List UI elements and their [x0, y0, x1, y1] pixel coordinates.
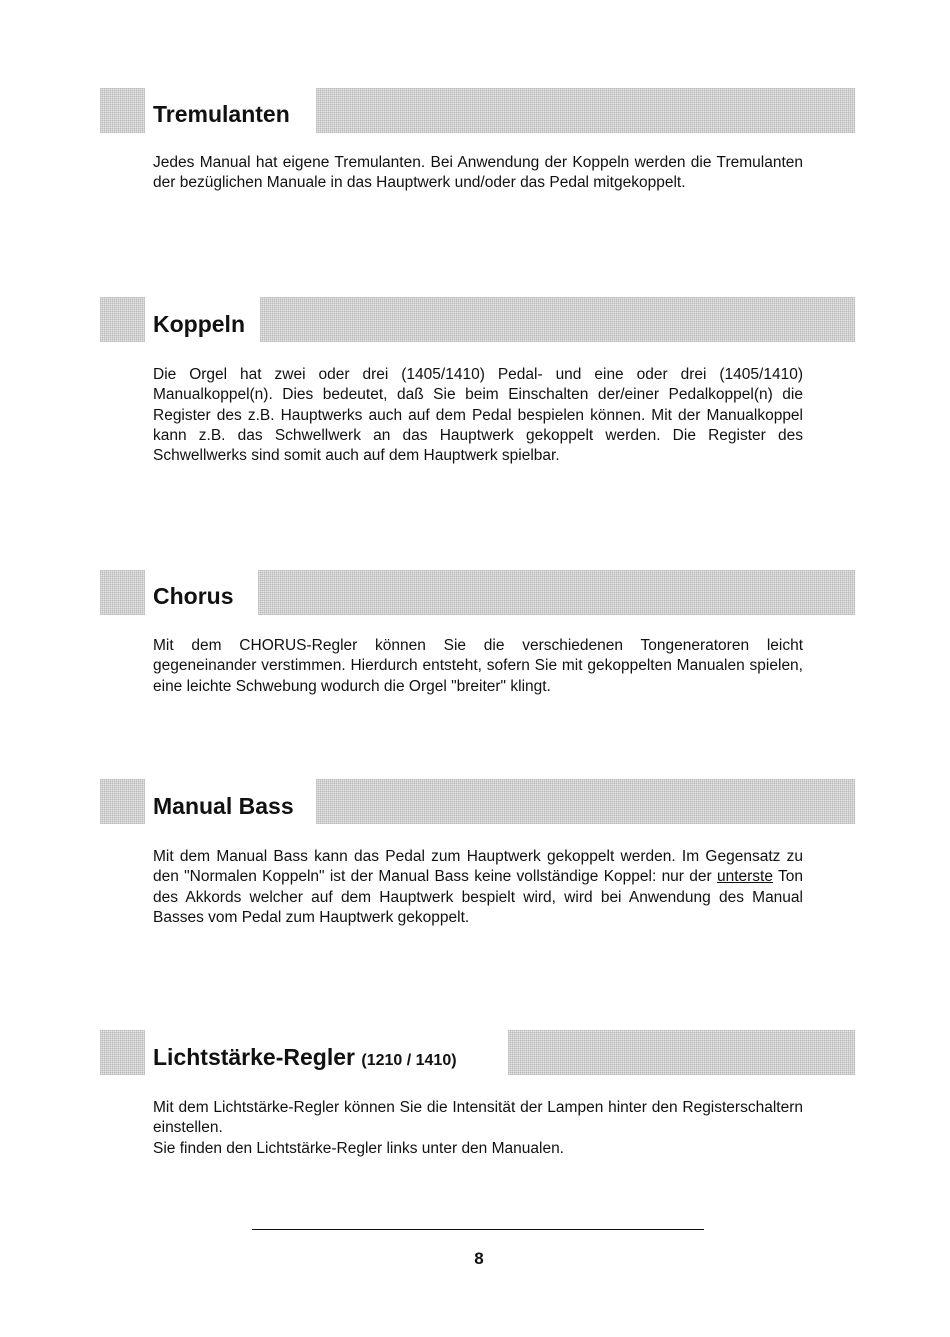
section-heading: Koppeln: [153, 311, 245, 337]
section-marker-square: [100, 1030, 145, 1075]
section-body: [153, 365, 803, 466]
section-body: [153, 847, 803, 928]
footer-rule: [252, 1229, 704, 1230]
section-heading-title: Lichtstärke-Regler: [153, 1044, 355, 1070]
section-body: [153, 153, 803, 194]
section-marker-square: [100, 297, 145, 342]
section-heading-bar: [260, 297, 855, 342]
paragraph: Sie finden den Lichtstärke-Regler links unter den Manualen.: [153, 1139, 564, 1157]
section-heading-model-numbers: (1210 / 1410): [361, 1052, 457, 1069]
section-marker-square: [100, 570, 145, 615]
section-heading-bar: [316, 779, 855, 824]
section-body: [153, 1098, 803, 1159]
paragraph: Mit dem CHORUS-Regler können Sie die verschiedenen Tongeneratoren leicht gegeneinander verstimmen. Hierdurch entsteht, sofern Sie mit gekoppelten Manualen spielen, eine leichte Schwebung wodurch die Orgel "breiter" klingt.: [153, 637, 803, 695]
paragraph: Mit dem Lichtstärke-Regler können Sie die Intensität der Lampen hinter den Registerschaltern einstellen.: [153, 1099, 803, 1137]
section-body: [153, 636, 803, 697]
section-heading-bar: [258, 570, 855, 615]
section-marker-square: [100, 779, 145, 824]
section-heading-bar: [316, 88, 855, 133]
paragraph: [153, 847, 803, 928]
underlined-word: unterste: [716, 868, 773, 886]
paragraph: Die Orgel hat zwei oder drei (1405/1410) Pedal- und eine oder drei (1405/1410) Manualkoppel(n). Dies bedeutet, daß Sie beim Einschalten der/einer Pedalkoppel(n) die Register des z.B. Hauptwerks auch auf dem Pedal bespielen können. Mit der Manualkoppel kann z.B. das Schwellwerk an das Hauptwerk gekoppelt werden. Die Register des Schwellwerks sind somit auch auf dem Hauptwerk spielbar.: [153, 366, 803, 465]
section-heading: Chorus: [153, 583, 234, 609]
section-heading-bar: [508, 1030, 855, 1075]
section-heading: Tremulanten: [153, 101, 290, 127]
paragraph-text: Ton des Akkords welcher auf dem Hauptwerk bespielt wird, wird bei Anwendung des Manual Basses vom Pedal zum Hauptwerk gekoppelt.: [153, 868, 803, 926]
paragraph: Jedes Manual hat eigene Tremulanten. Bei Anwendung der Koppeln werden die Tremulanten der bezüglichen Manuale in das Hauptwerk und/oder das Pedal mitgekoppelt.: [153, 154, 803, 192]
page-number: 8: [474, 1249, 484, 1268]
section-marker-square: [100, 88, 145, 133]
section-heading: [153, 1043, 457, 1075]
section-heading: Manual Bass: [153, 793, 294, 819]
paragraph-text: Mit dem Manual Bass kann das Pedal zum Hauptwerk gekoppelt werden. Im Gegensatz zu den "Normalen Koppeln" ist der Manual Bass keine vollständige Koppel: nur der: [153, 848, 803, 886]
